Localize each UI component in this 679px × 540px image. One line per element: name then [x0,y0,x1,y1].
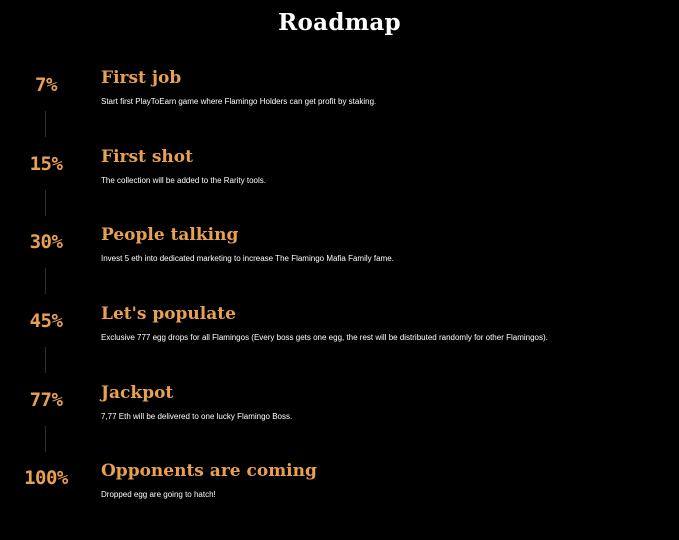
roadmap-milestone [0,461,679,521]
milestone-description: The collection will be added to the Rarity tools. [101,176,266,185]
roadmap-milestone [0,225,679,285]
milestone-percent: 77% [29,389,63,411]
milestone-percent: 7% [35,74,57,96]
roadmap-milestone [0,383,679,443]
milestone-description: Start first PlayToEarn game where Flamingo Holders can get profit by staking. [101,97,377,106]
page-title: Roadmap [278,9,401,36]
milestone-description: Exclusive 777 egg drops for all Flamingos (Every boss gets one egg, the rest will be distributed randomly for other Flamingos). [101,333,548,342]
roadmap-milestone [0,147,679,207]
milestone-description: 7,77 Eth will be delivered to one lucky Flamingo Boss. [101,412,293,421]
milestone-title: Jackpot [101,383,174,403]
milestone-description: Invest 5 eth into dedicated marketing to increase The Flamingo Mafia Family fame. [101,254,394,263]
milestone-title: First shot [101,147,193,167]
roadmap-milestone [0,68,679,128]
milestone-title: Let's populate [101,304,236,324]
roadmap-milestone [0,304,679,364]
milestone-title: First job [101,68,182,88]
milestone-percent: 30% [29,231,63,253]
milestone-percent: 100% [24,467,68,489]
milestone-title: People talking [101,225,239,245]
milestone-percent: 45% [29,310,63,332]
milestone-title: Opponents are coming [101,461,317,481]
milestone-description: Dropped egg are going to hatch! [101,490,216,499]
milestone-percent: 15% [29,153,63,175]
